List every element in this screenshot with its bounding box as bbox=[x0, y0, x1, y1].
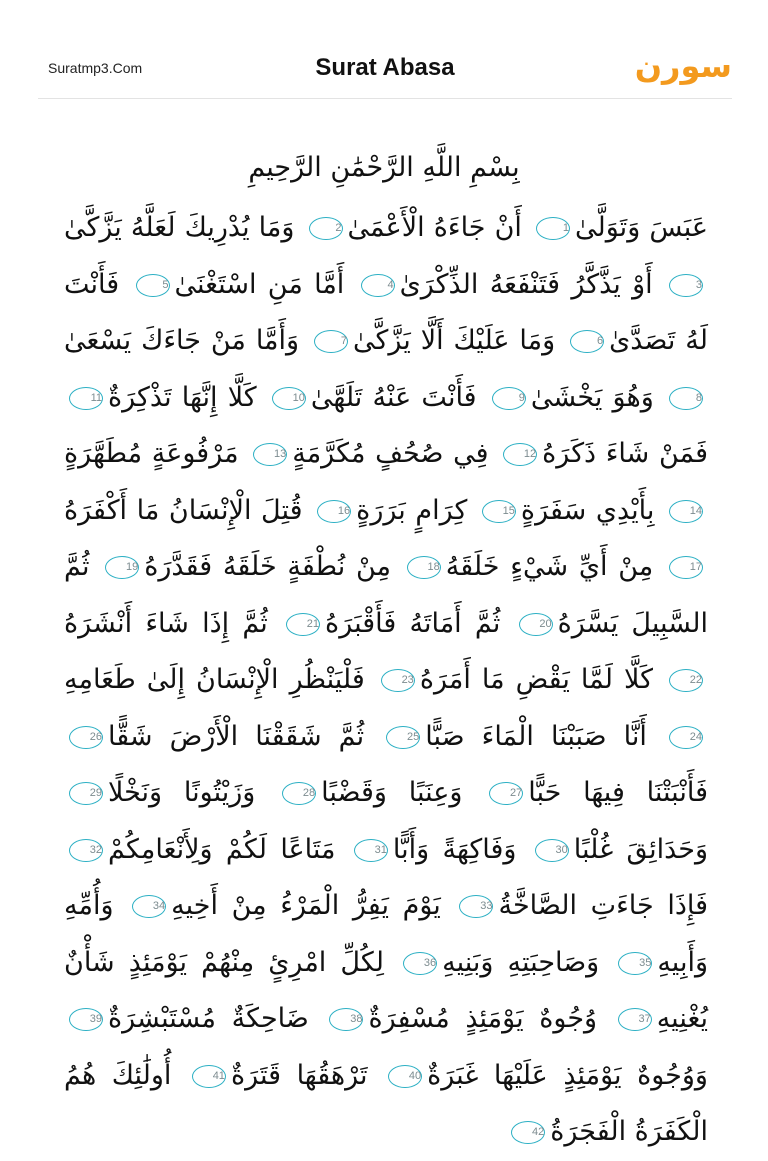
ayah-number-marker: 40 bbox=[388, 1065, 422, 1088]
ayah-number-marker: 12 bbox=[503, 443, 537, 466]
ayah-text: فَإِذَا جَاءَتِ الصَّاخَّةُ bbox=[498, 890, 709, 921]
ayah-number-marker: 37 bbox=[618, 1008, 652, 1031]
ayah-text: عَبَسَ وَتَوَلَّىٰ bbox=[575, 212, 708, 243]
basmala: بِسْمِ اللَّهِ الرَّحْمَٰنِ الرَّحِيمِ bbox=[248, 152, 520, 183]
ayah-number-marker: 35 bbox=[618, 952, 652, 975]
ayah-number-marker: 5 bbox=[136, 274, 170, 297]
ayah-number-marker: 41 bbox=[192, 1065, 226, 1088]
ayah-text: فَأَنْتَ لَهُ تَصَدَّىٰ bbox=[64, 268, 708, 356]
ayah-number-marker: 23 bbox=[381, 669, 415, 692]
ayah-text: فَلْيَنْظُرِ الْإِنْسَانُ إِلَىٰ طَعَامِهِ bbox=[64, 664, 365, 695]
ayah-number-marker: 29 bbox=[69, 782, 103, 805]
ayah-text: لِكُلِّ امْرِئٍ مِنْهُمْ يَوْمَئِذٍ شَأْنٌ يُغْنِيهِ bbox=[64, 946, 709, 1034]
ayah-text: قُتِلَ الْإِنْسَانُ مَا أَكْفَرَهُ bbox=[64, 494, 303, 526]
ayah-text: فَمَنْ شَاءَ ذَكَرَهُ bbox=[542, 438, 709, 469]
ayah-number-marker: 25 bbox=[386, 726, 420, 749]
ayah-number-marker: 10 bbox=[272, 387, 306, 410]
ayah-text: ثُمَّ أَمَاتَهُ فَأَقْبَرَهُ bbox=[325, 607, 501, 639]
logo-text: سورن bbox=[634, 47, 732, 85]
ayah-text: يَوْمَ يَفِرُّ الْمَرْءُ مِنْ أَخِيهِ bbox=[171, 890, 441, 921]
ayah-number-marker: 33 bbox=[459, 895, 493, 918]
ayah-number-marker: 24 bbox=[669, 726, 703, 749]
ayah-text: وَأُمِّهِ وَأَبِيهِ bbox=[64, 890, 709, 978]
ayah-text: كَلَّا لَمَّا يَقْضِ مَا أَمَرَهُ bbox=[419, 664, 653, 695]
ayah-text: وَوُجُوهٌ يَوْمَئِذٍ عَلَيْهَا غَبَرَةٌ bbox=[427, 1059, 708, 1091]
ayah-text: كَلَّا إِنَّهَا تَذْكِرَةٌ bbox=[108, 381, 257, 413]
ayah-text: فَأَنْبَتْنَا فِيهَا حَبًّا bbox=[528, 777, 708, 808]
ayah-text: كِرَامٍ بَرَرَةٍ bbox=[356, 494, 468, 526]
surah-text bbox=[64, 200, 708, 1161]
ayah-text: وَزَيْتُونًا وَنَخْلًا bbox=[108, 777, 256, 808]
ayah-number-marker: 2 bbox=[309, 217, 343, 240]
ayah-text: تَرْهَقُهَا قَتَرَةٌ bbox=[230, 1059, 368, 1091]
brand-logo[interactable] bbox=[635, 46, 732, 86]
ayah-number-marker: 28 bbox=[282, 782, 316, 805]
ayah-number-marker: 15 bbox=[482, 500, 516, 523]
ayah-number-marker: 8 bbox=[669, 387, 703, 410]
site-name[interactable]: Suratmp3.Com bbox=[48, 60, 143, 76]
ayah-text: فَأَنْتَ عَنْهُ تَلَهَّىٰ bbox=[310, 381, 477, 413]
ayah-number-marker: 7 bbox=[314, 330, 348, 353]
ayah-text: بِأَيْدِي سَفَرَةٍ bbox=[520, 494, 655, 526]
ayah-number-marker: 19 bbox=[105, 556, 139, 579]
ayah-text: ثُمَّ إِذَا شَاءَ أَنْشَرَهُ bbox=[64, 607, 268, 639]
ayah-text: وَهُوَ يَخْشَىٰ bbox=[530, 381, 654, 413]
ayah-number-marker: 26 bbox=[69, 726, 103, 749]
ayah-text: وُجُوهٌ يَوْمَئِذٍ مُسْفِرَةٌ bbox=[368, 1003, 598, 1034]
ayah-text: ثُمَّ السَّبِيلَ يَسَّرَهُ bbox=[64, 551, 708, 639]
ayah-number-marker: 21 bbox=[286, 613, 320, 636]
ayah-text: فِي صُحُفٍ مُكَرَّمَةٍ bbox=[292, 438, 489, 469]
ayah-number-marker: 14 bbox=[669, 500, 703, 523]
ayah-number-marker: 17 bbox=[669, 556, 703, 579]
ayah-number-marker: 36 bbox=[403, 952, 437, 975]
ayah-number-marker: 20 bbox=[519, 613, 553, 636]
ayah-text: أَمَّا مَنِ اسْتَغْنَىٰ bbox=[174, 268, 345, 300]
ayah-text: مَتَاعًا لَكُمْ وَلِأَنْعَامِكُمْ bbox=[108, 833, 336, 865]
ayah-number-marker: 30 bbox=[535, 839, 569, 862]
ayah-number-marker: 31 bbox=[354, 839, 388, 862]
ayah-number-marker: 38 bbox=[329, 1008, 363, 1031]
ayah-text: وَعِنَبًا وَقَضْبًا bbox=[321, 777, 463, 808]
ayah-text: وَمَا عَلَيْكَ أَلَّا يَزَّكَّىٰ bbox=[353, 325, 556, 356]
ayah-text: أَنْ جَاءَهُ الْأَعْمَىٰ bbox=[347, 212, 522, 243]
ayah-text: وَحَدَائِقَ غُلْبًا bbox=[573, 833, 708, 865]
ayah-text: مِنْ نُطْفَةٍ خَلَقَهُ فَقَدَّرَهُ bbox=[144, 551, 391, 582]
ayah-text: وَأَمَّا مَنْ جَاءَكَ يَسْعَىٰ bbox=[64, 325, 300, 356]
ayah-number-marker: 11 bbox=[69, 387, 103, 410]
ayah-text: وَمَا يُدْرِيكَ لَعَلَّهُ يَزَّكَّىٰ bbox=[64, 212, 295, 243]
ayah-text: ثُمَّ شَقَقْنَا الْأَرْضَ شَقًّا bbox=[108, 720, 365, 752]
ayah-number-marker: 1 bbox=[536, 217, 570, 240]
ayah-number-marker: 9 bbox=[492, 387, 526, 410]
ayah-number-marker: 13 bbox=[253, 443, 287, 466]
ayah-number-marker: 39 bbox=[69, 1008, 103, 1031]
ayah-text: وَصَاحِبَتِهِ وَبَنِيهِ bbox=[442, 946, 600, 978]
page-title: Surat Abasa bbox=[315, 54, 455, 81]
ayah-text: أَوْ يَذَّكَّرُ فَتَنْفَعَهُ الذِّكْرَىٰ bbox=[399, 268, 653, 300]
page-header bbox=[38, 40, 732, 99]
ayah-number-marker: 6 bbox=[570, 330, 604, 353]
ayah-number-marker: 42 bbox=[511, 1121, 545, 1144]
ayah-text: ضَاحِكَةٌ مُسْتَبْشِرَةٌ bbox=[108, 1003, 309, 1034]
ayah-number-marker: 32 bbox=[69, 839, 103, 862]
ayah-number-marker: 34 bbox=[132, 895, 166, 918]
ayah-number-marker: 3 bbox=[669, 274, 703, 297]
ayah-text: أَنَّا صَبَبْنَا الْمَاءَ صَبًّا bbox=[425, 720, 647, 752]
ayah-number-marker: 4 bbox=[361, 274, 395, 297]
ayah-number-marker: 22 bbox=[669, 669, 703, 692]
ayah-number-marker: 18 bbox=[407, 556, 441, 579]
ayah-number-marker: 27 bbox=[489, 782, 523, 805]
ayah-text: وَفَاكِهَةً وَأَبًّا bbox=[392, 833, 517, 865]
ayah-text: مِنْ أَيِّ شَيْءٍ خَلَقَهُ bbox=[445, 551, 654, 582]
ayah-text: مَرْفُوعَةٍ مُطَهَّرَةٍ bbox=[64, 438, 239, 469]
ayah-text: أُولَٰئِكَ هُمُ الْكَفَرَةُ الْفَجَرَةُ bbox=[64, 1059, 708, 1147]
ayah-number-marker: 16 bbox=[317, 500, 351, 523]
